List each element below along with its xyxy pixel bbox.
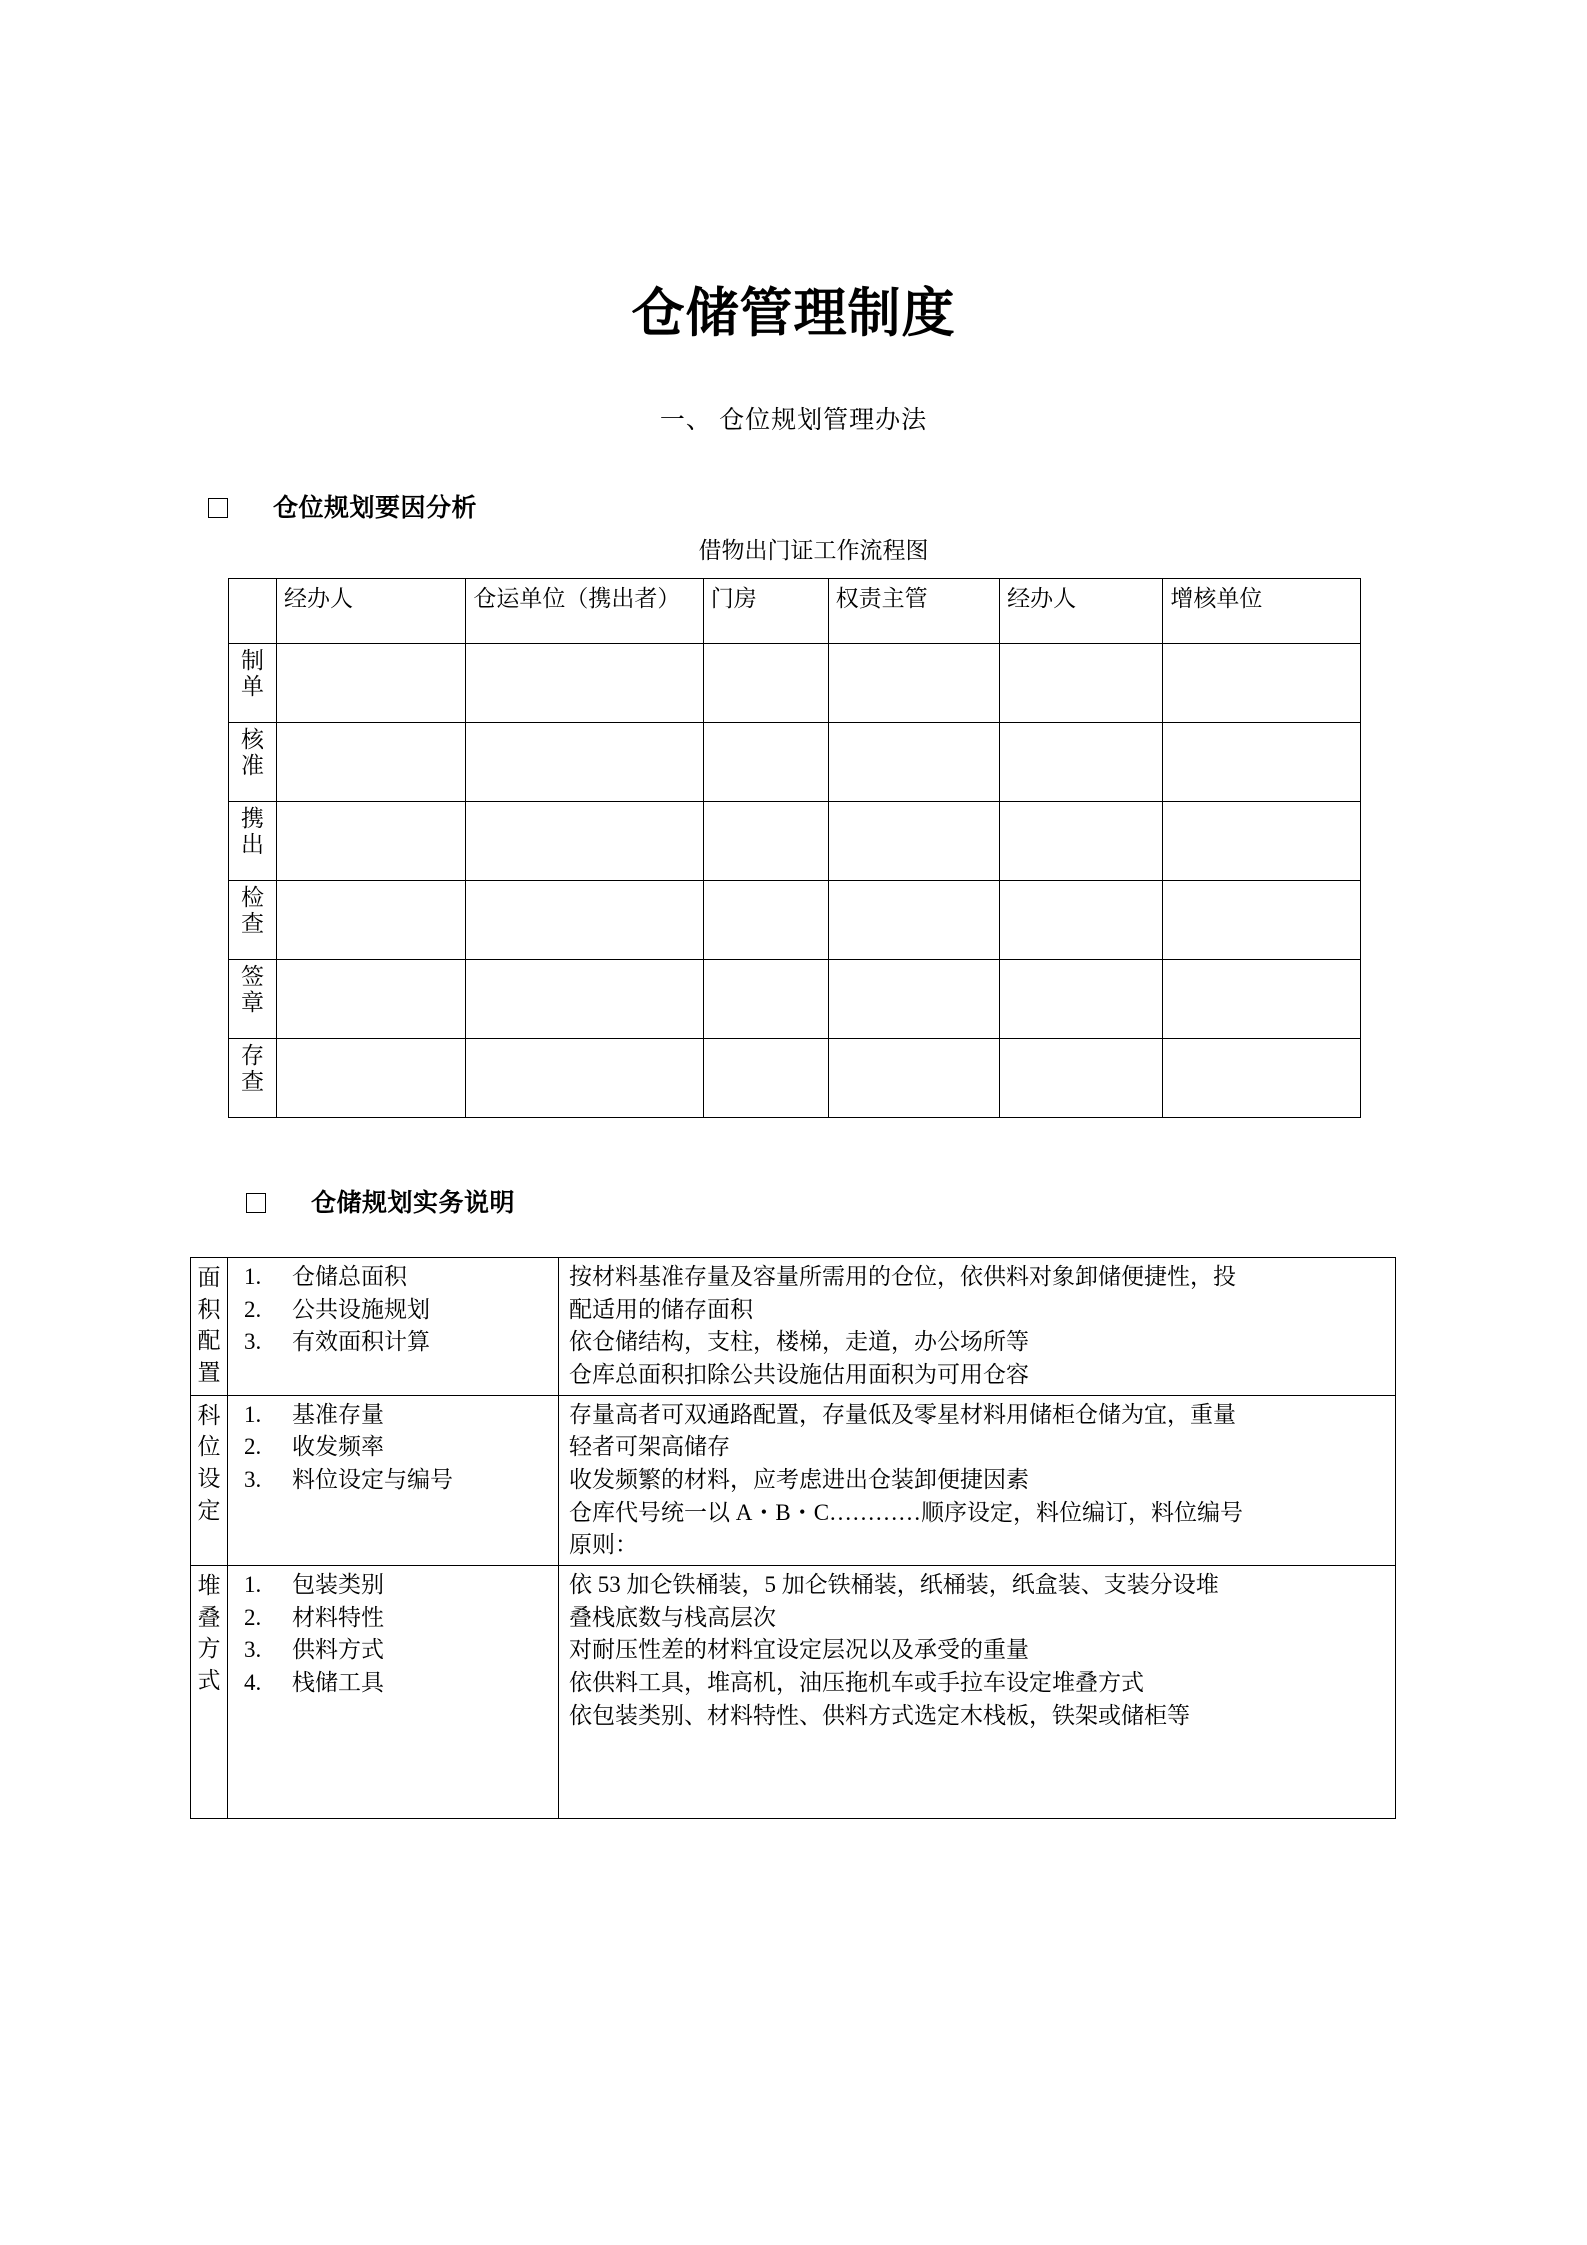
table-header-row: [229, 579, 1361, 644]
item-label: 栈储工具: [292, 1669, 384, 1695]
cell[interactable]: [466, 723, 703, 802]
cell[interactable]: [703, 960, 828, 1039]
list-item: [244, 1399, 552, 1432]
header-cell-corner: [229, 579, 277, 644]
cell[interactable]: [828, 1039, 1000, 1118]
item-number: 2.: [244, 1296, 262, 1322]
category-char: 配: [197, 1328, 221, 1354]
cell[interactable]: [277, 960, 466, 1039]
section-heading-planning-factors: [208, 488, 477, 524]
item-label: 公共设施规划: [292, 1296, 430, 1322]
category-char: 面: [197, 1265, 221, 1290]
spec-table: [190, 1257, 1396, 1819]
cell[interactable]: [828, 723, 1000, 802]
description-line: 叠栈底数与栈高层次: [569, 1604, 776, 1630]
flow-table-caption: 借物出门证工作流程图: [698, 538, 929, 563]
list-item: [244, 1261, 552, 1294]
row-label-char: 签: [241, 964, 264, 989]
category-char: 方: [197, 1636, 221, 1662]
row-label-char: 核: [241, 727, 264, 752]
header-cell-handler-2: 经办人: [1000, 579, 1163, 644]
cell[interactable]: [1000, 723, 1163, 802]
header-cell-audit-unit: 增核单位: [1163, 579, 1361, 644]
header-cell-gatehouse: 门房: [703, 579, 828, 644]
description-line: 收发频繁的材料，应考虑进出仓装卸便捷因素: [569, 1466, 1029, 1492]
list-item: [244, 1431, 552, 1464]
category-label-area-allocation: [191, 1258, 228, 1396]
cell[interactable]: [703, 802, 828, 881]
category-char: 积: [197, 1296, 221, 1322]
flow-table: [228, 578, 1361, 1118]
table-row: [229, 881, 1361, 960]
item-number: 3.: [244, 1637, 262, 1663]
item-list: [228, 1395, 559, 1565]
row-label-hezhun: [229, 723, 277, 802]
square-bullet-icon: [246, 1193, 266, 1213]
section-heading-label: 仓储规划实务说明: [311, 1190, 516, 1217]
item-number: 1.: [244, 1401, 262, 1427]
cell[interactable]: [828, 881, 1000, 960]
item-label: 基准存量: [292, 1401, 384, 1427]
item-label: 包装类别: [292, 1571, 384, 1597]
description-line: 存量高者可双通路配置，存量低及零星材料用储柜仓储为宜，重量: [569, 1401, 1236, 1427]
cell[interactable]: [828, 644, 1000, 723]
description-line: 仓库代号统一以 A・B・C…………顺序设定，料位编订，料位编号: [569, 1499, 1244, 1525]
cell[interactable]: [1000, 802, 1163, 881]
page-title: 仓储管理制度: [631, 284, 956, 343]
list-item: [244, 1294, 552, 1327]
table-row: [191, 1258, 1396, 1396]
row-label-char: 制: [241, 648, 264, 673]
cell[interactable]: [277, 1039, 466, 1118]
list-item: [244, 1464, 552, 1497]
row-label-qianzhang: [229, 960, 277, 1039]
table-row: [191, 1395, 1396, 1565]
section-heading-practice-notes: [246, 1183, 515, 1219]
cell[interactable]: [828, 960, 1000, 1039]
description-line: 按材料基准存量及容量所需用的仓位，依供料对象卸储便捷性，投: [569, 1264, 1236, 1289]
cell[interactable]: [1000, 881, 1163, 960]
item-number: 1.: [244, 1264, 262, 1289]
table-row: [191, 1565, 1396, 1818]
cell[interactable]: [1163, 644, 1361, 723]
description-line: 依仓储结构，支柱，楼梯，走道，办公场所等: [569, 1329, 1029, 1355]
row-label-char: 出: [241, 831, 264, 857]
cell[interactable]: [466, 802, 703, 881]
cell[interactable]: [277, 644, 466, 723]
item-list: [228, 1565, 559, 1818]
row-label-char: 检: [241, 885, 264, 910]
item-label: 仓储总面积: [292, 1264, 407, 1289]
cell[interactable]: [703, 723, 828, 802]
table-row: [229, 960, 1361, 1039]
description-cell: [559, 1565, 1396, 1818]
item-number: 3.: [244, 1329, 262, 1355]
table-row: [229, 802, 1361, 881]
cell[interactable]: [1163, 960, 1361, 1039]
cell[interactable]: [828, 802, 1000, 881]
category-char: 位: [197, 1434, 221, 1460]
cell[interactable]: [466, 960, 703, 1039]
header-cell-supervisor: 权责主管: [828, 579, 1000, 644]
item-number: 2.: [244, 1434, 262, 1460]
category-char: 设: [197, 1466, 221, 1492]
cell[interactable]: [1163, 1039, 1361, 1118]
item-number: 4.: [244, 1669, 262, 1695]
category-char: 叠: [197, 1604, 221, 1630]
table-row: [229, 644, 1361, 723]
row-label-char: 单: [241, 673, 264, 699]
category-char: 定: [197, 1497, 221, 1523]
item-number: 3.: [244, 1466, 262, 1492]
item-label: 有效面积计算: [292, 1329, 430, 1355]
cell[interactable]: [1163, 723, 1361, 802]
description-line: 配适用的储存面积: [569, 1296, 753, 1322]
header-cell-handler-1: 经办人: [277, 579, 466, 644]
cell[interactable]: [703, 881, 828, 960]
row-label-char: 存: [241, 1043, 264, 1068]
row-label-char: 准: [241, 752, 264, 778]
cell[interactable]: [703, 1039, 828, 1118]
row-label-char: 章: [241, 989, 264, 1015]
list-item: [244, 1634, 552, 1667]
cell[interactable]: [1000, 960, 1163, 1039]
cell[interactable]: [703, 644, 828, 723]
category-char: 置: [197, 1360, 221, 1386]
cell[interactable]: [1000, 1039, 1163, 1118]
description-line: 原则：: [569, 1532, 638, 1558]
row-label-cuncha: [229, 1039, 277, 1118]
description-line: 仓库总面积扣除公共设施估用面积为可用仓容: [569, 1361, 1029, 1387]
row-label-zhidan: [229, 644, 277, 723]
row-label-char: 携: [241, 806, 264, 831]
cell[interactable]: [1163, 881, 1361, 960]
description-cell: [559, 1258, 1396, 1396]
cell[interactable]: [466, 644, 703, 723]
item-label: 料位设定与编号: [292, 1466, 453, 1492]
cell[interactable]: [466, 1039, 703, 1118]
list-item: [244, 1667, 552, 1700]
cell[interactable]: [466, 881, 703, 960]
cell[interactable]: [277, 802, 466, 881]
item-number: 2.: [244, 1604, 262, 1630]
item-label: 材料特性: [292, 1604, 384, 1630]
category-char: 科: [197, 1402, 221, 1428]
item-number: 1.: [244, 1571, 262, 1597]
row-label-char: 查: [241, 1068, 264, 1094]
description-cell: [559, 1395, 1396, 1565]
cell[interactable]: [1163, 802, 1361, 881]
cell[interactable]: [277, 723, 466, 802]
category-char: 式: [197, 1668, 221, 1694]
table-row: [229, 1039, 1361, 1118]
row-label-xiechu: [229, 802, 277, 881]
list-item: [244, 1326, 552, 1359]
description-line: 依包装类别、材料特性、供料方式选定木栈板，铁架或储柜等: [569, 1702, 1190, 1728]
item-list: [228, 1258, 559, 1396]
cell[interactable]: [1000, 644, 1163, 723]
item-label: 收发频率: [292, 1434, 384, 1460]
description-line: 对耐压性差的材料宜设定层况以及承受的重量: [569, 1637, 1029, 1663]
section-heading-label: 仓位规划要因分析: [273, 495, 478, 522]
square-bullet-icon: [208, 498, 228, 518]
list-item: [244, 1602, 552, 1635]
item-label: 供料方式: [292, 1637, 384, 1663]
description-line: 轻者可架高储存: [569, 1434, 730, 1460]
description-line: 依 53 加仑铁桶装，5 加仑铁桶装，纸桶装，纸盒装、支装分设堆: [569, 1571, 1219, 1597]
row-label-jiancha: [229, 881, 277, 960]
list-item: [244, 1569, 552, 1602]
description-line: 依供料工具，堆高机，油压拖机车或手拉车设定堆叠方式: [569, 1669, 1144, 1695]
header-cell-transport-unit: 仓运单位（携出者）: [466, 579, 703, 644]
row-label-char: 查: [241, 910, 264, 936]
category-label-stacking-method: [191, 1565, 228, 1818]
category-label-bin-setup: [191, 1395, 228, 1565]
document-subtitle: 一、 仓位规划管理办法: [659, 407, 928, 434]
category-char: 堆: [197, 1572, 221, 1598]
cell[interactable]: [277, 881, 466, 960]
table-row: [229, 723, 1361, 802]
